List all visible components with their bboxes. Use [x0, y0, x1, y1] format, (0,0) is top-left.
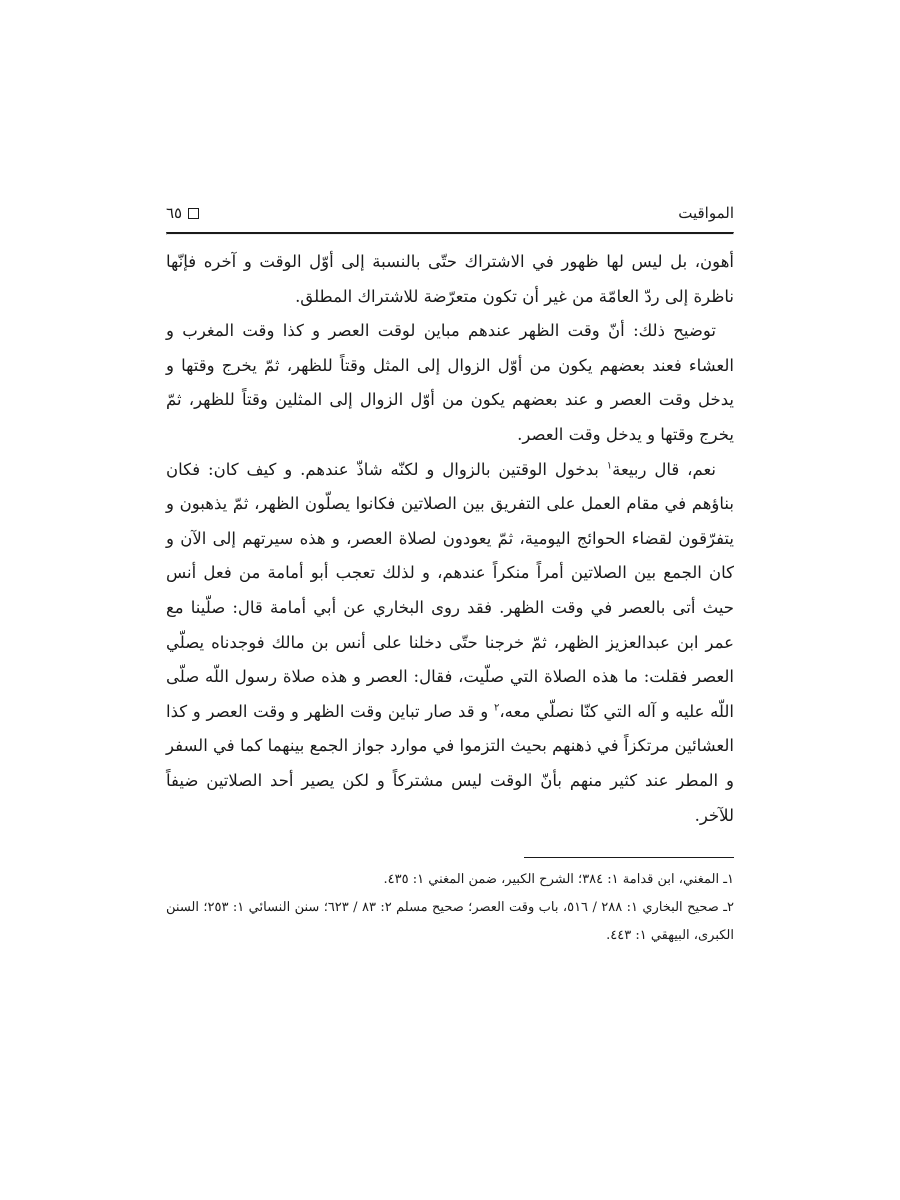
book-page [166, 196, 734, 950]
footnote-ref-1: ١ [606, 460, 613, 472]
page-header [166, 196, 734, 232]
square-box-icon [188, 208, 199, 219]
header-rule [166, 232, 734, 235]
running-title: المواقيت [678, 204, 734, 222]
footnote-rule [524, 857, 734, 858]
paragraph-3-part-c: و قد صار تباين وقت الظهر و وقت العصر و كذا العشائين مرتكزاً في ذهنهم بحيث التزموا في موارد جواز الجمع بينهما كما في السفر و المطر عند كثير منهم بأنّ الوقت ليس مشتركاً و لكن يصير أحد الصلاتين ضيفاً للآخر. [166, 701, 734, 825]
paragraph-3 [166, 453, 734, 834]
page-number-group [166, 204, 199, 222]
footnote-ref-2: ٢ [493, 702, 500, 714]
paragraph-1: أهون، بل ليس لها ظهور في الاشتراك حتّى بالنسبة إلى أوّل الوقت و آخره فإنّها ناظرة إلى ردّ العامّة من غير أن تكون متعرّضة للاشتراك المطلق. [166, 252, 734, 306]
paragraph-3-part-b: بدخول الوقتين بالزوال و لكنّه شاذّ عندهم. و كيف كان: فكان بناؤهم في مقام العمل على التفريق بين الصلاتين فكانوا يصلّون الظهر، ثمّ يذهبون و يتفرّقون لقضاء الحوائج اليومية، ثمّ يعودون لصلاة العصر، و هذه سيرتهم إلى الآن و كان الجمع بين الصلاتين أمراً منكراً عندهم، و لذلك تعجب أبو أمامة من فعل أنس حيث أتى بالعصر في وقت الظهر. فقد روى البخاري عن أبي أمامة قال: صلّينا مع عمر ابن عبدالعزيز الظهر، ثمّ خرجنا حتّى دخلنا على أنس بن مالك فوجدناه يصلّي العصر فقلت: ما هذه الصلاة التي صلّيت، فقال: العصر و هذه صلاة رسول اللّه صلّى اللّه عليه و آله التي كنّا نصلّي معه، [166, 459, 734, 721]
footnotes [166, 866, 734, 950]
page-number: ٦٥ [166, 204, 183, 222]
main-text [166, 245, 734, 833]
paragraph-3-part-a: نعم، قال ربيعة [612, 459, 716, 479]
footnote-1: ١ـ المغني، ابن قدامة ١: ٣٨٤؛ الشرح الكبير، ضمن المغني ١: ٤٣٥. [383, 872, 734, 888]
footnote-2: ٢ـ صحيح البخاري ١: ٢٨٨ / ٥١٦، باب وقت العصر؛ صحيح مسلم ٢: ٨٣ / ٦٢٣؛ سنن النسائي ١: ٢٥٣؛ السنن الكبرى، البيهقي ١: ٤٤٣. [166, 900, 735, 944]
paragraph-2: توضيح ذلك: أنّ وقت الظهر عندهم مباين لوقت العصر و كذا وقت المغرب و العشاء فعند بعضهم يكون من أوّل الزوال إلى المثل وقتاً للظهر، ثمّ يخرج وقتها و يدخل وقت العصر و عند بعضهم يكون من أوّل الزوال إلى المثلين وقتاً للظهر، ثمّ يخرج وقتها و يدخل وقت العصر. [166, 321, 734, 444]
